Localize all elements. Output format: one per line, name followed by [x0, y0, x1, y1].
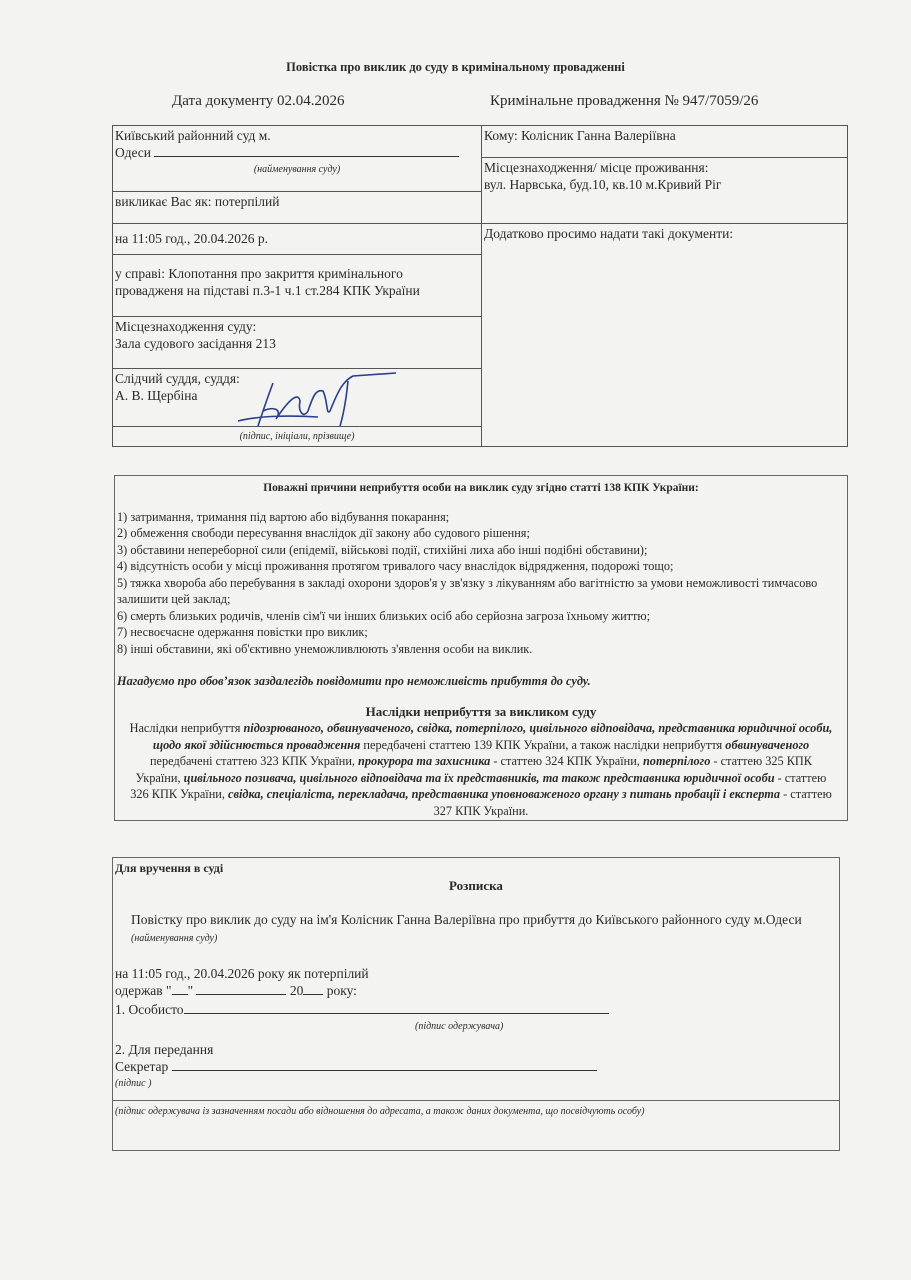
judge-label: Слідчий суддя, суддя:	[115, 371, 240, 386]
document-date: Дата документу 02.04.2026	[172, 93, 345, 109]
valid-reasons-box	[114, 475, 848, 821]
address: вул. Нарвська, буд.10, кв.10 м.Кривий Ріг	[484, 177, 722, 192]
case-line1: у справі: Клопотання про закриття кримінального	[115, 266, 403, 281]
consequences-segment: потерпілого	[642, 754, 711, 768]
case-number: Кримінальне провадження № 947/7059/26	[490, 93, 759, 109]
reason-item: 6) смерть близьких родичів, членів сім'ї чи інших близьких осіб або серйозна загроза їхньому життю;	[117, 608, 650, 623]
summons-table	[112, 125, 848, 447]
court-caption: (найменування суду)	[253, 164, 341, 175]
receipt-box	[112, 857, 840, 1151]
hearing-datetime: на 11:05 год., 20.04.2026 р.	[113, 224, 482, 255]
court-name-line1: Київський районний суд м.	[115, 128, 271, 143]
court-location: Зала судового засідання 213	[115, 336, 276, 351]
footer-caption: (підпис одержувача із зазначенням посади або відношення до адресата, а також даних документа, що посвідчують особу)	[113, 1100, 839, 1122]
received-date-line: одержав " " 20 року:	[115, 983, 357, 998]
receipt-heading: Розписка	[449, 878, 503, 893]
reason-item: 1) затримання, тримання під вартою або відбування покарання;	[117, 509, 450, 524]
judge-name: А. В. Щербіна	[115, 388, 198, 403]
consequences-segment: - статтею 327 КПК України.	[433, 787, 832, 818]
consequences-segment: - статтею 325 КПК України,	[135, 754, 813, 785]
consequences-heading: Наслідки неприбуття за викликом суду	[365, 703, 597, 719]
consequences-segment: - статтею 324 КПК України,	[490, 754, 643, 768]
consequences-text	[117, 720, 845, 819]
receipt-datetime: на 11:05 год., 20.04.2026 року як потерпілий	[115, 966, 369, 981]
summons-role: викликає Вас як: потерпілий	[113, 192, 482, 224]
recipient-caption: (підпис одержувача)	[415, 1021, 504, 1032]
reason-item: 8) інші обставини, які об'єктивно унеможливлюють з'явлення особи на виклик.	[117, 641, 533, 656]
reason-item: 3) обставини непереборної сили (епідемії, військові події, стихійні лиха або інші подібні обставини);	[117, 542, 648, 557]
receipt-court-caption: (найменування суду)	[131, 933, 218, 944]
consequences-segment: Наслідки неприбуття	[129, 721, 244, 735]
court-name-line2: Одеси	[115, 145, 151, 160]
document-title: Повістка про виклик до суду в кримінальному провадженні	[286, 60, 625, 74]
receipt-text: Повістку про виклик до суду на ім'я Колісник Ганна Валеріївна про прибуття до Київського районного суду м.Одеси	[131, 912, 802, 927]
consequences-segment: - статтею 326 КПК України,	[130, 770, 827, 801]
address-label: Місцезнаходження/ місце проживання:	[484, 160, 709, 175]
reminder: Нагадуємо про обов’язок заздалегідь повідомити про неможливість прибуття до суду.	[117, 674, 591, 688]
consequences-segment: обвинуваченого	[725, 737, 810, 752]
reason-item: 7) несвоєчасне одержання повістки про виклик;	[117, 625, 368, 639]
signature-caption: (підпис, ініціали, прізвище)	[113, 427, 482, 447]
secretary-sign-caption: (підпис )	[115, 1078, 152, 1089]
for-court-label: Для вручення в суді	[115, 861, 224, 875]
consequences-segment: передбачені статтею 323 КПК України,	[149, 754, 359, 768]
reason-item: 4) відсутність особи у місці проживання протягом тривалого часу внаслідок відрядження, подорожі тощо;	[117, 559, 674, 573]
extra-documents: Додатково просимо надати такі документи:	[482, 224, 848, 447]
reason-item: 2) обмеження свободи пересування внаслідок дії закону або судового рішення;	[117, 526, 530, 540]
recipient: Кому: Колісник Ганна Валеріївна	[482, 126, 848, 158]
transfer-label: 2. Для передання	[115, 1042, 214, 1057]
consequences-segment: підозрюваного, обвинуваченого, свідка, потерпілого, цивільного відповідача, представника юридичної особи, щодо якої здійснюється провадження	[152, 721, 833, 752]
secretary-label: Секретар	[115, 1059, 169, 1074]
personal-label: 1. Особисто	[115, 1002, 184, 1017]
reason-item: 5) тяжка хвороба або перебування в закладі охорони здоров'я у зв'язку з лікуванням або вагітністю за умови неможливості тимчасово залишити цей заклад;	[117, 575, 818, 606]
location-label: Місцезнаходження суду:	[115, 319, 257, 334]
consequences-segment: передбачені статтею 139 КПК України, а також наслідки неприбуття	[360, 737, 726, 752]
consequences-segment: цивільного позивача, цивільного відповідача та їх представників, та також представника юридичної особи	[183, 770, 775, 785]
consequences-segment: прокурора та захисника	[358, 754, 491, 768]
reasons-heading: Поважні причини неприбуття особи на виклик суду згідно статті 138 КПК України:	[263, 482, 699, 494]
signature-icon	[228, 371, 408, 431]
case-line2: провадженя на підставі п.3-1 ч.1 ст.284 КПК України	[115, 283, 420, 298]
consequences-segment: свідка, спеціаліста, перекладача, представника уповноваженого органу з питань пробації і експерта	[228, 787, 781, 801]
